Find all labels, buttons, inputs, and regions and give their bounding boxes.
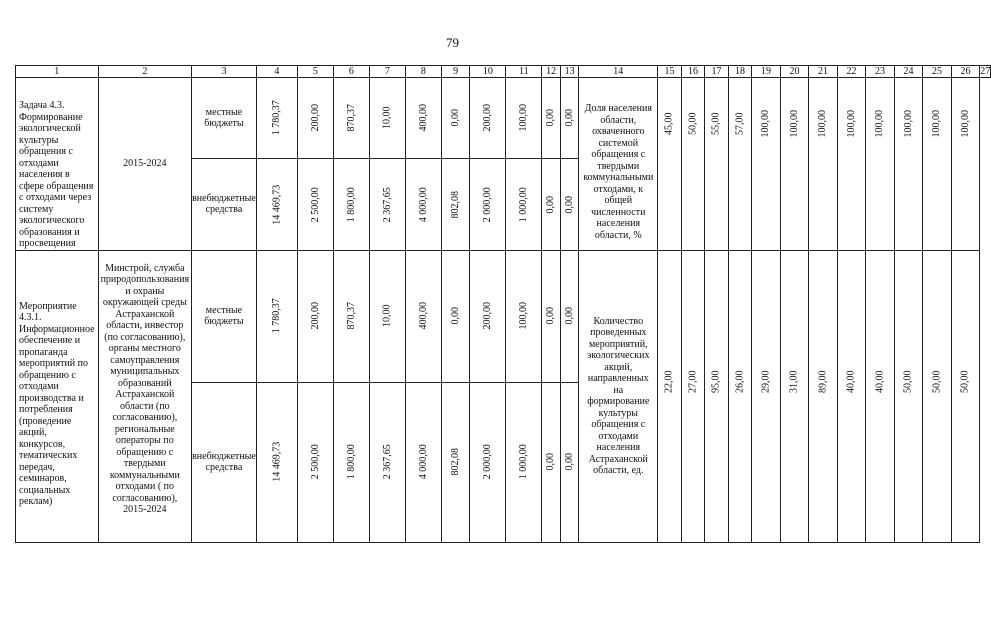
target-cell [837,78,866,251]
page-number: 79 [446,35,459,50]
column-number: 19 [752,66,781,78]
task-period: 2015-2024 [98,78,192,251]
funding-value: 0,00 [449,109,461,127]
funding-cell [256,382,297,542]
column-number: 24 [894,66,923,78]
target-value: 27,00 [687,370,699,393]
funding-value: 870,37 [345,104,357,132]
target-value: 26,00 [734,370,746,393]
funding-value: 1 000,00 [518,444,530,480]
column-number: 3 [192,66,257,78]
target-value: 22,00 [663,370,675,393]
target-value: 100,00 [931,110,943,138]
measure-local-row [16,250,991,382]
funding-cell [405,159,441,250]
task-name: Задача 4.3. Формирование экологической культуры обращения с отходами населения в сфере обращения с отходами через систему экологического образования и просвещения [16,78,99,251]
funding-cell [470,159,506,250]
target-cell [728,78,752,251]
column-number: 14 [579,66,658,78]
funding-value: 200,00 [309,104,321,132]
column-number: 12 [542,66,561,78]
target-cell [866,250,895,542]
funding-cell [405,250,441,382]
target-cell [658,78,682,251]
target-cell [951,78,980,251]
funding-value: 2 000,00 [482,186,494,222]
column-number: 27 [980,66,991,77]
funding-value: 14 469,73 [271,442,283,482]
target-value: 100,00 [874,110,886,138]
funding-value: 200,00 [482,104,494,132]
funding-value: 802,08 [449,448,461,476]
funding-value: 400,00 [417,302,429,330]
target-cell [681,78,705,251]
funding-cell [369,159,405,250]
funding-value: 0,00 [563,195,575,214]
funding-cell [256,159,297,250]
funding-value: 1 780,37 [271,298,283,334]
column-number: 8 [405,66,441,78]
funding-value: 10,00 [381,304,393,328]
funding-cell [405,78,441,159]
column-number: 6 [333,66,369,78]
column-number: 2 [98,66,192,78]
funding-cell [560,159,579,250]
funding-value: 0,00 [545,195,557,214]
budget-local-label: местные бюджеты [192,250,257,382]
target-cell [780,78,809,251]
column-number: 5 [297,66,333,78]
target-value: 50,00 [902,370,914,393]
target-cell [923,250,952,542]
funding-cell [506,159,542,250]
funding-value: 400,00 [417,104,429,132]
target-cell [923,78,952,251]
target-value: 45,00 [663,112,675,135]
target-cell [752,250,781,542]
funding-cell [542,159,561,250]
column-number: 10 [470,66,506,78]
target-value: 40,00 [874,370,886,393]
funding-value: 2 367,65 [381,444,393,480]
target-value: 100,00 [817,110,829,138]
funding-cell [542,250,561,382]
funding-cell [542,382,561,542]
column-number-row [16,66,991,78]
column-number: 15 [658,66,682,78]
funding-cell [333,159,369,250]
column-number: 20 [780,66,809,78]
target-cell [658,250,682,542]
measure-name: Мероприятие 4.3.1. Информационное обеспечение и пропаганда мероприятий по обращению с отходами производства и потребления (проведение акций, конкурсов, тематических передач, семинаров, социальных реклам) [16,250,99,542]
funding-cell [369,382,405,542]
funding-value: 100,00 [518,302,530,330]
funding-cell [506,78,542,159]
column-number: 21 [809,66,838,78]
measure-responsible: Минстрой, служба природопользования и охраны окружающей среды Астраханской области, инвестор (по согласованию), органы местного самоуправления муниципальных образований Астраханской области (по согласованию), региональные операторы по обращению с твердыми коммунальными отходами ( по согласованию), 2015-2024 [98,250,192,542]
budget-extra-label: внебюджетные средства [192,382,257,542]
funding-cell [297,250,333,382]
target-cell [809,78,838,251]
column-number: 4 [256,66,297,78]
funding-cell [506,382,542,542]
target-cell [894,78,923,251]
funding-value: 2 500,00 [309,186,321,222]
funding-cell [470,78,506,159]
funding-cell [333,382,369,542]
target-cell [780,250,809,542]
column-number: 22 [837,66,866,78]
funding-value: 2 500,00 [309,444,321,480]
funding-cell [256,250,297,382]
funding-value: 802,08 [449,190,461,219]
funding-value: 0,00 [449,307,461,325]
column-number: 17 [705,66,729,78]
column-number: 26 [951,66,980,78]
column-number: 13 [560,66,579,78]
funding-cell [441,78,470,159]
funding-value: 0,00 [545,307,557,325]
funding-value: 4 000,00 [417,444,429,480]
target-value: 100,00 [760,110,772,138]
funding-cell [470,250,506,382]
column-number: 16 [681,66,705,78]
funding-cell [542,78,561,159]
funding-cell [256,78,297,159]
budget-extra-label: внебюджетные средства [192,159,257,250]
funding-value: 2 000,00 [482,444,494,480]
target-cell [705,78,729,251]
target-value: 89,00 [817,370,829,393]
column-number: 25 [923,66,952,78]
target-value: 50,00 [959,370,971,393]
funding-value: 1 780,37 [271,100,283,136]
target-value: 100,00 [902,110,914,138]
funding-value: 1 800,00 [345,186,357,222]
program-table [15,65,991,543]
column-number: 7 [369,66,405,78]
target-value: 100,00 [788,110,800,138]
funding-cell [560,78,579,159]
funding-cell [333,250,369,382]
target-cell [894,250,923,542]
funding-cell [560,382,579,542]
task-local-row [16,78,991,159]
funding-cell [297,78,333,159]
funding-cell [441,250,470,382]
funding-cell [506,250,542,382]
target-cell [866,78,895,251]
funding-value: 2 367,65 [381,186,393,222]
target-value: 57,00 [734,112,746,135]
column-number: 9 [441,66,470,78]
funding-value: 1 800,00 [345,444,357,480]
target-value: 95,00 [710,370,722,393]
target-cell [681,250,705,542]
funding-cell [297,382,333,542]
funding-value: 100,00 [518,104,530,132]
target-value: 50,00 [931,370,943,393]
target-cell [837,250,866,542]
funding-value: 200,00 [482,302,494,330]
funding-cell [333,78,369,159]
target-value: 100,00 [959,110,971,138]
funding-cell [297,159,333,250]
funding-value: 4 000,00 [417,186,429,222]
indicator-text: Количество проведенных мероприятий, экологических акций, направленных на формирование культуры обращения с отходами населения Астраханской области, ед. [579,250,658,542]
target-cell [752,78,781,251]
funding-value: 0,00 [563,109,575,127]
target-value: 50,00 [687,112,699,135]
funding-value: 870,37 [345,302,357,330]
target-value: 31,00 [788,370,800,393]
funding-value: 0,00 [563,307,575,325]
target-value: 55,00 [710,112,722,135]
funding-cell [369,250,405,382]
indicator-text: Доля населения области, охваченного системой обращения с твердыми коммунальными отходами, к общей численности населения области, % [579,78,658,251]
funding-cell [470,382,506,542]
target-cell [728,250,752,542]
funding-cell [405,382,441,542]
funding-value: 1 000,00 [518,186,530,222]
funding-cell [441,159,470,250]
column-number: 23 [866,66,895,78]
funding-value: 0,00 [545,453,557,471]
target-cell [951,250,980,542]
column-number: 18 [728,66,752,78]
target-value: 100,00 [845,110,857,138]
target-value: 29,00 [760,370,772,393]
funding-value: 200,00 [309,302,321,330]
funding-value: 0,00 [545,109,557,127]
funding-cell [369,78,405,159]
target-cell [809,250,838,542]
funding-cell [560,250,579,382]
column-number: 1 [16,66,99,78]
target-value: 40,00 [845,370,857,393]
funding-cell [441,382,470,542]
column-number: 11 [506,66,542,78]
budget-local-label: местные бюджеты [192,78,257,159]
target-cell [705,250,729,542]
funding-value: 0,00 [563,453,575,471]
funding-value: 10,00 [381,106,393,130]
funding-value: 14 469,73 [271,184,283,225]
